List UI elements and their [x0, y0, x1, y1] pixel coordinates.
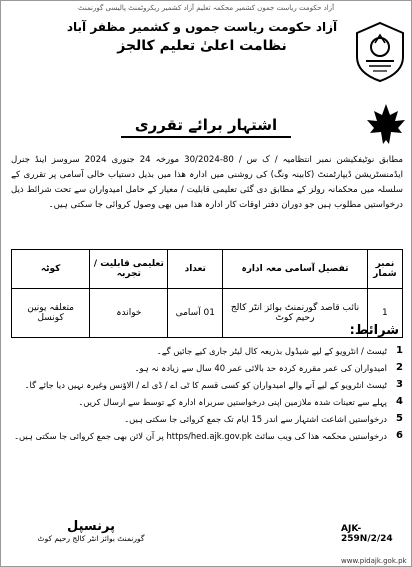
vacancy-table — [11, 249, 403, 338]
cell-post-detail: نائب قاصد گورنمنٹ بوائز انٹر کالج رحیم کوٹ — [223, 289, 368, 338]
table-row — [12, 289, 403, 338]
cell-serial: 1 — [367, 289, 402, 338]
header-line-1: آزاد حکومت ریاست جموں و کشمیر مظفر آباد — [66, 20, 338, 34]
col-qualification: تعلیمی قابلیت / تجربہ — [90, 250, 168, 289]
advertisement-title: اشتہار برائے تقرری — [121, 114, 291, 138]
col-post-detail: تفصیل آسامی معہ ادارہ — [223, 250, 368, 289]
list-item: 1 ٹیسٹ / انٹرویو کے لیے شیڈول بذریعہ کال لیٹر جاری کیے جائیں گے۔ — [156, 345, 403, 356]
principal-subtitle: گورنمنٹ بوائز انٹر کالج رحیم کوٹ — [37, 534, 145, 543]
principal-title: پرنسپل — [67, 519, 115, 534]
header-line-2: نظامت اعلیٰ تعلیم کالجز — [117, 38, 287, 54]
header — [61, 19, 343, 56]
conditions-heading: شرائط: — [349, 323, 399, 338]
list-item: 5 درخواستیں اشاعت اشتہار سے اندر 15 ایام تک جمع کروائی جا سکتی ہیں۔ — [124, 413, 403, 424]
list-item: 4 پہلے سے تعینات شدہ ملازمین اپنی درخواستیں سربراہ ادارہ کے توسط سے ارسال کریں۔ — [78, 396, 403, 407]
cell-count: 01 آسامی — [168, 289, 223, 338]
ajk-emblem-icon — [353, 21, 407, 83]
cell-qualification: خواندہ — [90, 289, 168, 338]
list-item: 6 درخواستیں محکمہ ھذا کی ویب سائٹ https/hed.ajk.gov.pk پر آن لائن بھی جمع کروائی جا سکتی ہیں۔ — [14, 430, 403, 441]
list-item: 2 امیدواران کی عمر مقررہ کردہ حد بالائی عمر 40 سال سے زیادہ نہ ہو۔ — [134, 362, 403, 373]
list-item: 3 ٹیسٹ انٹرویو کے لیے آنے والے امیدواران کو کسی قسم کا ٹی اے / ڈی اے / الاؤنس وغیرہ نہیں دیا جائے گا۔ — [24, 379, 403, 390]
col-quota: کوٹہ — [12, 250, 90, 289]
reference-number: AJK-259N/2/24 — [341, 524, 393, 544]
intro-paragraph: مطابق نوٹیفکیشن نمبر انتظامیہ / ک س / 80-30/2024 مورخہ 24 جنوری 2024 سروسز اینڈ جنرل ایڈمنسٹریشن ڈیپارٹمنٹ (کابینہ ونگ) کی روشنی میں ادارہ ھذا میں بذیل دستیاب خالی آسامی پر تقرری کے سلسلہ میں محکمانہ رولز کے مطابق دی گئی تعلیمی قابلیت / معیار کے حامل امیدواران سے تحت شرائط ذیل درخواستیں مطلوب ہیں جو دوران دفتر اوقات کار ادارہ ھذا میں بھی وصول کروائی جا سکتی ہیں۔ — [11, 155, 403, 210]
col-count: تعداد — [168, 250, 223, 289]
cell-quota: متعلقہ یونین کونسل — [12, 289, 90, 338]
website-footer: www.pidajk.gok.pk — [341, 557, 407, 565]
col-serial: نمبر شمار — [367, 250, 402, 289]
principal-signature-block — [11, 519, 171, 543]
table-header-row — [12, 250, 403, 289]
top-strip: آزاد حکومت ریاست جموں کشمیر محکمہ تعلیم آزاد کشمیر ریکروٹمنٹ پالیسی گورنمنٹ — [77, 4, 335, 12]
conditions-list — [11, 344, 403, 446]
